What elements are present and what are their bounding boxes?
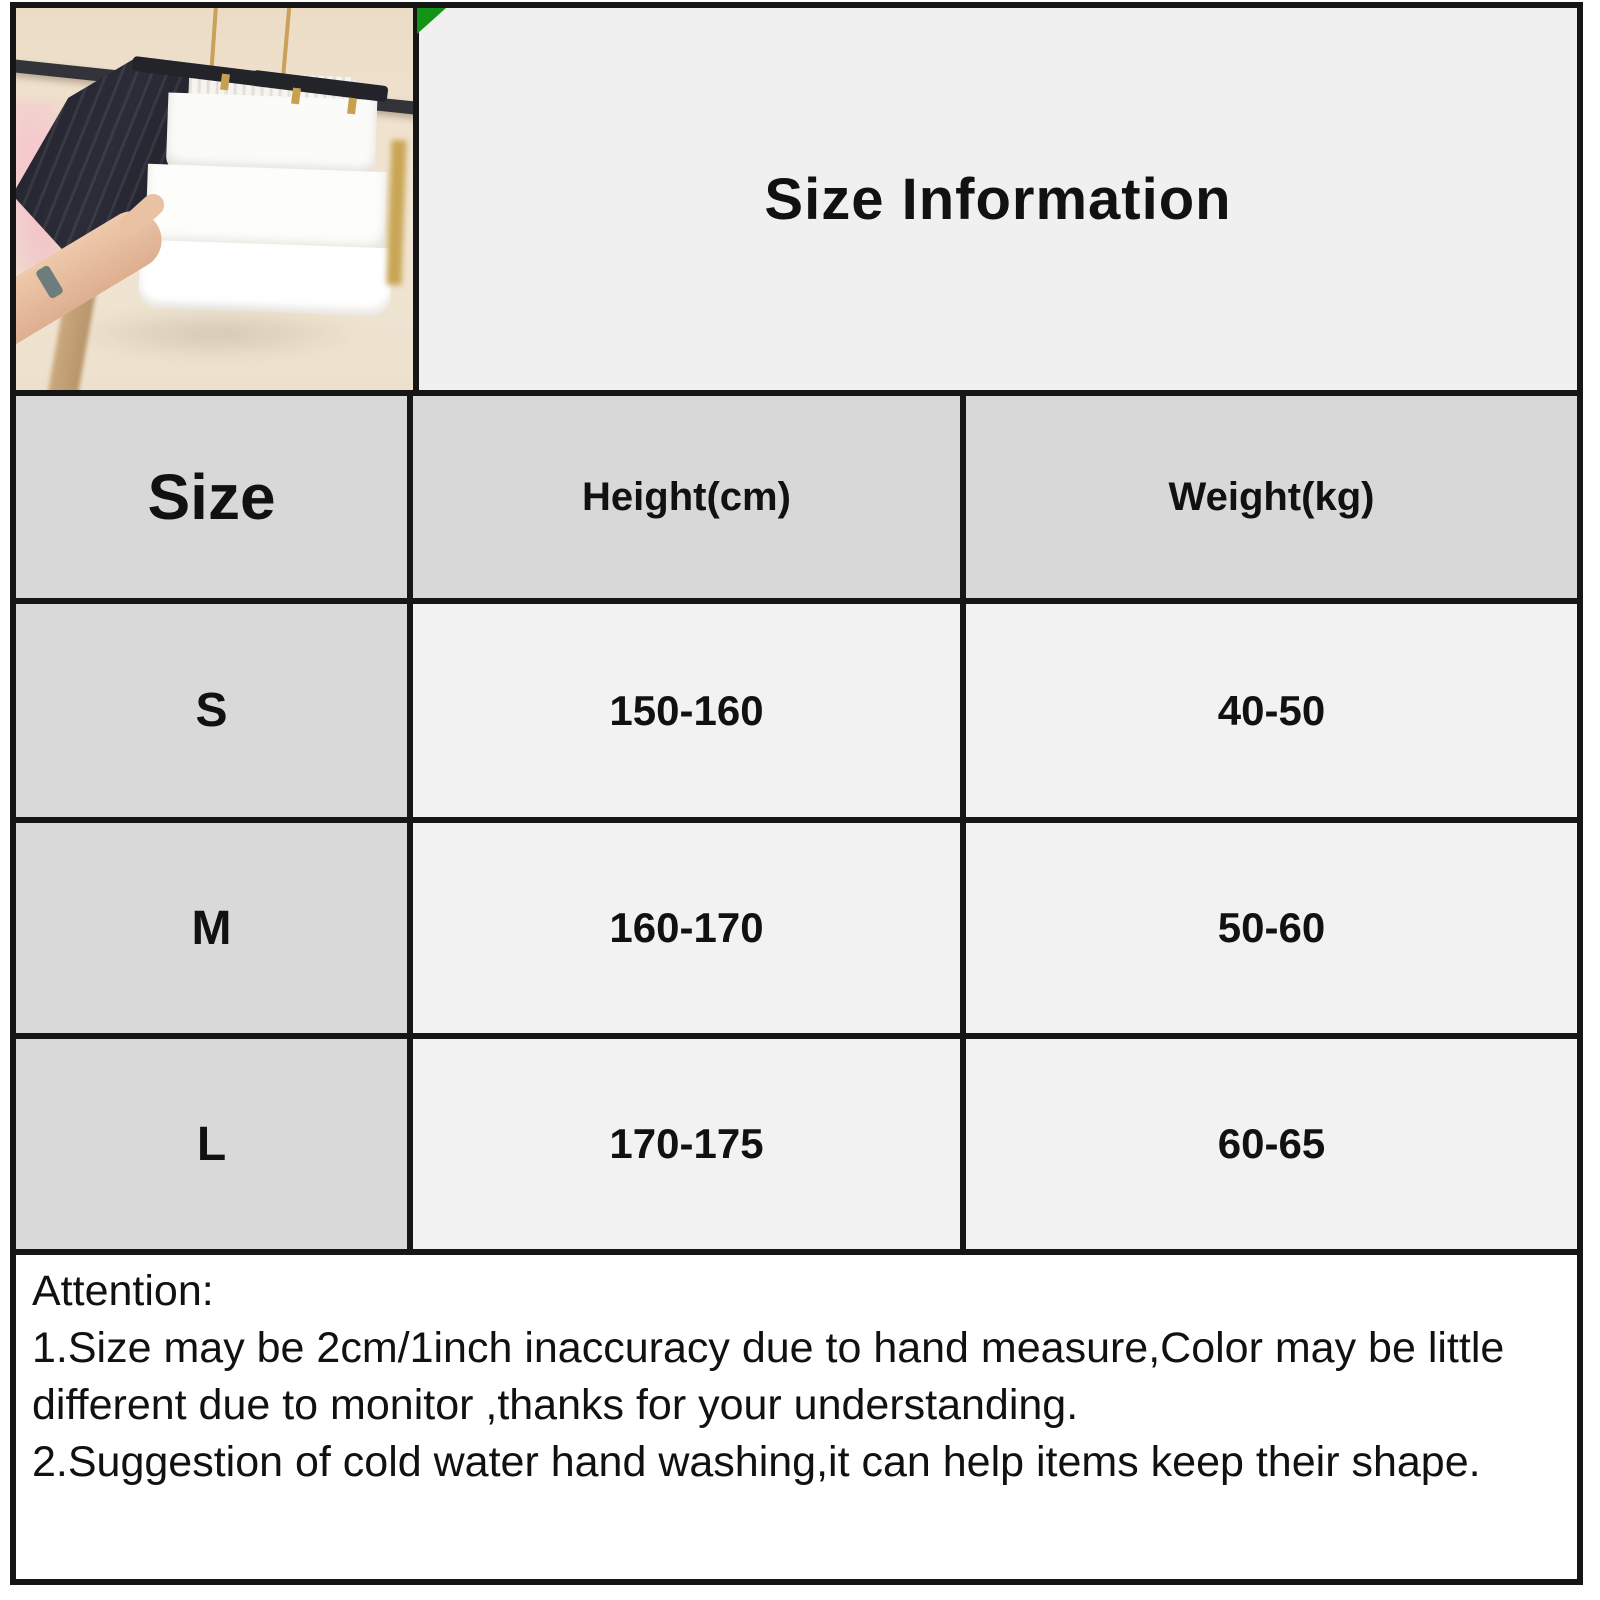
attention-heading: Attention: bbox=[32, 1267, 214, 1315]
soft-shadow bbox=[71, 306, 361, 361]
weight-value: 40-50 bbox=[966, 604, 1577, 817]
weight-value: 60-65 bbox=[966, 1039, 1577, 1249]
title-panel bbox=[419, 8, 1577, 390]
height-value: 150-160 bbox=[413, 604, 966, 817]
attention-line: different due to monitor ,thanks for your understanding. bbox=[32, 1381, 1079, 1429]
height-value: 170-175 bbox=[413, 1039, 966, 1249]
hanger-hook-stem bbox=[210, 8, 218, 66]
table-row bbox=[16, 1033, 1577, 1249]
top-section bbox=[16, 8, 1577, 390]
page-title: Size Information bbox=[764, 166, 1232, 232]
weight-value: 50-60 bbox=[966, 823, 1577, 1033]
skirt-tier bbox=[138, 240, 392, 317]
attention-note bbox=[16, 1249, 1577, 1579]
attention-line: 2.Suggestion of cold water hand washing,it can help items keep their shape. bbox=[32, 1438, 1481, 1486]
attention-line: 1.Size may be 2cm/1inch inaccuracy due to hand measure,Color may be little bbox=[32, 1324, 1505, 1372]
column-header-size: Size bbox=[16, 396, 413, 598]
column-header-weight: Weight(kg) bbox=[966, 396, 1577, 598]
green-corner-marker-icon bbox=[417, 8, 446, 34]
height-value: 160-170 bbox=[413, 823, 966, 1033]
product-photo bbox=[16, 8, 419, 390]
size-label: L bbox=[16, 1039, 413, 1249]
size-label: S bbox=[16, 604, 413, 817]
size-chart-sheet bbox=[10, 2, 1583, 1585]
table-header-row bbox=[16, 390, 1577, 598]
white-skirt bbox=[138, 70, 398, 319]
table-row bbox=[16, 598, 1577, 817]
column-header-height: Height(cm) bbox=[413, 396, 966, 598]
size-label: M bbox=[16, 823, 413, 1033]
table-row bbox=[16, 817, 1577, 1033]
